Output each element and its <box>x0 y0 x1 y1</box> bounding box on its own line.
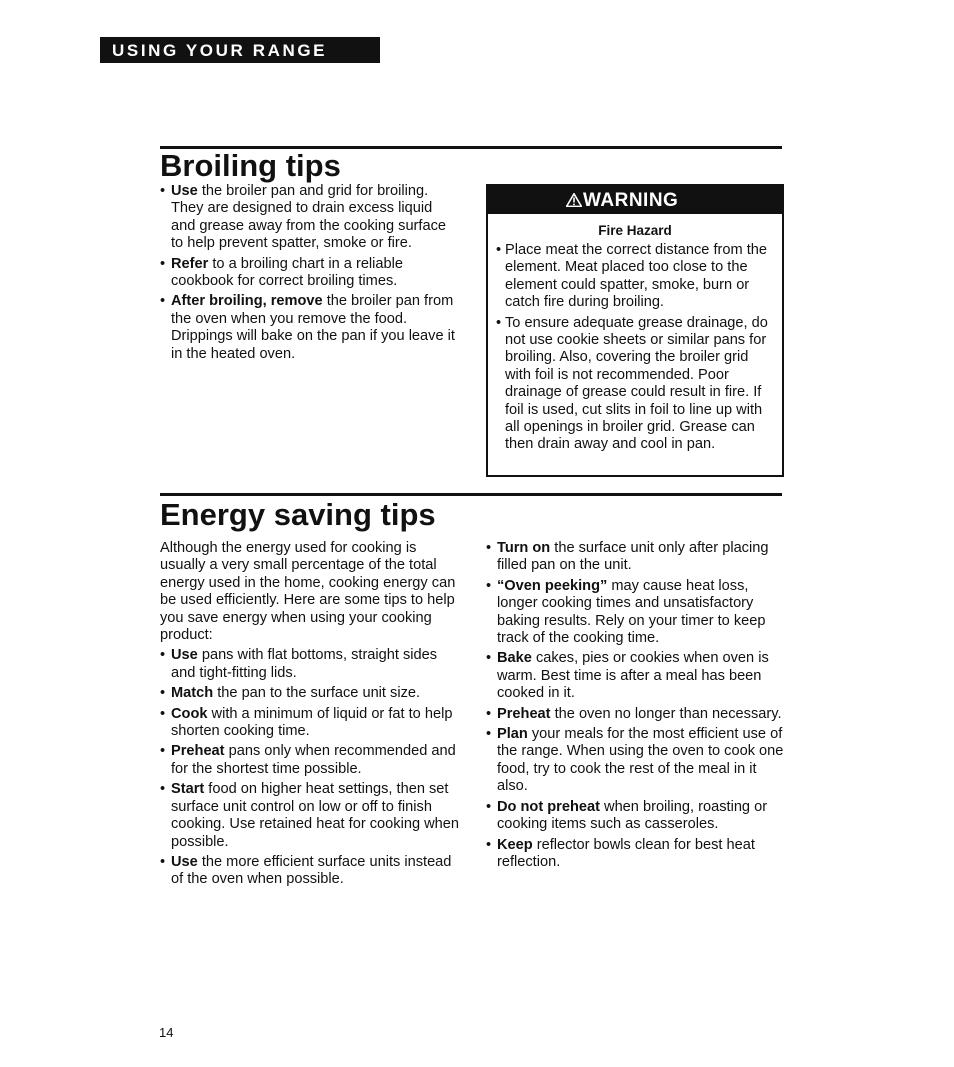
broiling-tips-column <box>160 183 460 366</box>
list-item: • Preheat pans only when recommended and for the shortest time possible. <box>160 743 462 778</box>
energy-title: Energy saving tips <box>160 497 436 532</box>
warning-body <box>488 242 782 454</box>
list-item: • Bake cakes, pies or cookies when oven is warm. Best time is after a meal has been cooked in it. <box>486 650 786 702</box>
list-item: • Place meat the correct distance from the element. Meat placed too close to the element could spatter, smoke, burn or catch fire during broiling. <box>496 242 774 312</box>
list-item: • Start food on higher heat settings, then set surface unit control on low or off to finish cooking. Use retained heat for cooking when possible. <box>160 781 462 851</box>
page-number: 14 <box>159 1025 174 1040</box>
list-item: • Use pans with flat bottoms, straight sides and tight-fitting lids. <box>160 647 462 682</box>
hazard-title: Fire Hazard <box>598 223 672 238</box>
broiling-tips-list <box>160 183 460 363</box>
list-item: • Preheat the oven no longer than necessary. <box>486 706 786 723</box>
list-item: • To ensure adequate grease drainage, do not use cookie sheets or similar pans for broiling. Also, covering the broiler grid with foil is not recommended. Poor drainage of grease could result in fire. If foil is used, cut slits in foil to line up with all openings in broiler grid. Grease can then drain away and cool in pan. <box>496 315 774 454</box>
list-item: • Use the broiler pan and grid for broiling. They are designed to drain excess liquid and grease away from the cooking surface to help prevent spatter, smoke or fire. <box>160 183 460 253</box>
list-item: • Do not preheat when broiling, roasting or cooking items such as casseroles. <box>486 799 786 834</box>
broiling-title: Broiling tips <box>160 148 341 183</box>
energy-intro: Although the energy used for cooking is usually a very small percentage of the total energy used in the home, cooking energy can be used efficiently. Here are some tips to help you save energy when using your cooking product: <box>160 540 456 644</box>
warning-label: WARNING <box>583 190 679 211</box>
list-item: • Use the more efficient surface units instead of the oven when possible. <box>160 854 462 889</box>
energy-tips-right-list <box>486 540 786 871</box>
list-item: • Refer to a broiling chart in a reliable cookbook for correct broiling times. <box>160 256 460 291</box>
list-item: • Turn on the surface unit only after placing filled pan on the unit. <box>486 540 786 575</box>
energy-tips-left-column <box>160 540 462 892</box>
warning-triangle-icon <box>566 193 582 207</box>
warning-list <box>496 242 774 454</box>
section-header-tab: USING YOUR RANGE <box>100 37 380 63</box>
energy-tips-right-column <box>486 540 786 874</box>
list-item: • Keep reflector bowls clean for best heat reflection. <box>486 837 786 872</box>
energy-divider <box>160 493 782 496</box>
list-item: • After broiling, remove the broiler pan from the oven when you remove the food. Drippings will bake on the pan if you leave it in the heated oven. <box>160 293 460 363</box>
list-item: • Cook with a minimum of liquid or fat to help shorten cooking time. <box>160 706 462 741</box>
list-item: • “Oven peeking” may cause heat loss, longer cooking times and unsatisfactory baking results. Rely on your timer to keep track of the cooking time. <box>486 578 786 648</box>
warning-header <box>488 186 782 214</box>
energy-tips-left-list <box>160 647 462 888</box>
list-item: • Plan your meals for the most efficient use of the range. When using the oven to cook one food, try to cook the rest of the meal in it also. <box>486 726 786 796</box>
fire-hazard-warning-box <box>486 184 784 477</box>
list-item: • Match the pan to the surface unit size. <box>160 685 462 702</box>
